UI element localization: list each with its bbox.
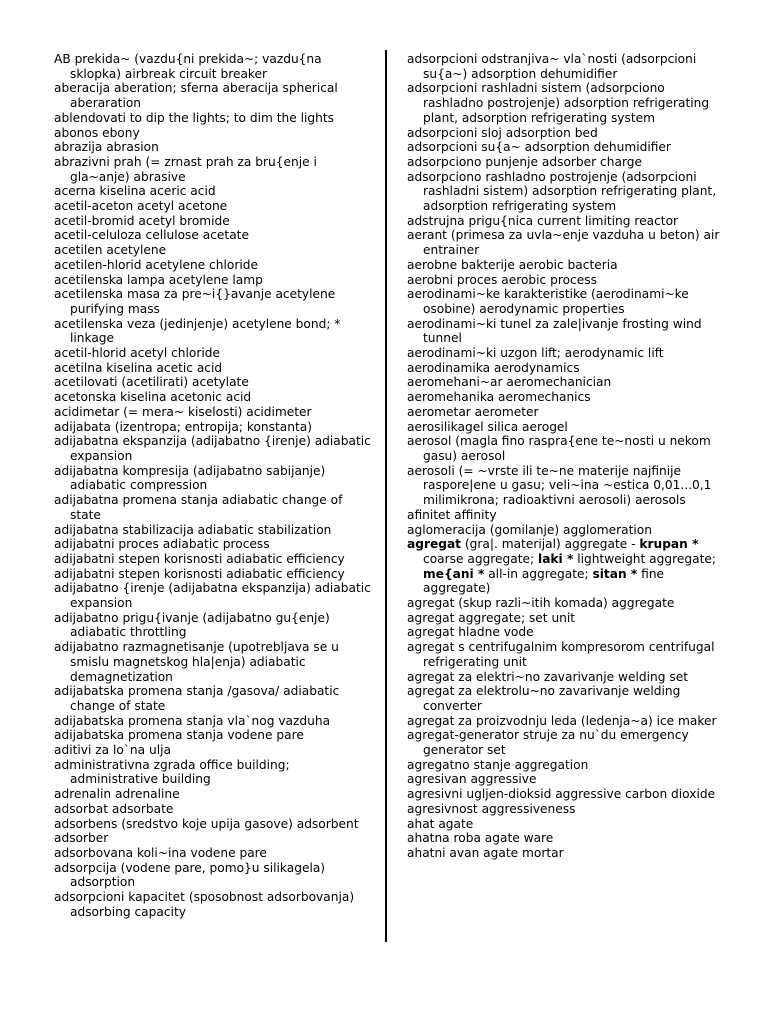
dictionary-entry: adijabatska promena stanja vodene pare	[54, 728, 304, 743]
dictionary-entry: agresivni ugljen-dioksid aggressive carbon dioxide	[407, 787, 716, 802]
dictionary-entry: aeromehanika aeromechanics	[407, 390, 591, 405]
dictionary-entry: acidimetar (= mera~ kiselosti) acidimeter	[54, 404, 312, 419]
dictionary-entry: adijabatna kompresija (adijabatno sabijanje) adiabatic compression	[54, 463, 326, 493]
dictionary-entry: adsorpcioni kapacitet (sposobnost adsorbovanja) adsorbing capacity	[54, 890, 355, 919]
dictionary-entry: adsorpciono rashladno postrojenje (adsorpcioni rashladni sistem) adsorption refrigerating plant, adsorption refrigerating system	[407, 169, 717, 214]
dictionary-entry: agregat (skup razli~itih komada) aggregate	[407, 596, 675, 611]
dictionary-entry: acetilenska lampa acetylene lamp	[54, 272, 263, 287]
entry-text: all-in aggregate;	[484, 566, 593, 581]
dictionary-entry: aerobne bakterije aerobic bacteria	[407, 257, 618, 272]
dictionary-entry: adijabatno prigu{ivanje (adijabatno gu{enje) adiabatic throttling	[54, 610, 330, 640]
dictionary-entry: abonos ebony	[54, 125, 140, 140]
dictionary-entry: aerodinamika aerodynamics	[407, 360, 580, 375]
dictionary-entry: acetilovati (acetilirati) acetylate	[54, 375, 249, 390]
dictionary-entry: acetil-celuloza cellulose acetate	[54, 228, 249, 243]
dictionary-entry: aerometar aerometer	[407, 404, 539, 419]
dictionary-entry: acetil-aceton acetyl acetone	[54, 199, 228, 214]
dictionary-entry: adsorpcioni odstranjiva~ vla`nosti (adsorpcioni su{a~) adsorption dehumidifier	[407, 52, 697, 81]
dictionary-entry: adijabatni proces adiabatic process	[54, 537, 270, 552]
dictionary-entry: aerodinami~ki tunel za zale|ivanje frosting wind tunnel	[407, 316, 702, 346]
dictionary-entry: adijabatna promena stanja adiabatic change of state	[54, 493, 343, 522]
dictionary-entry: ahatni avan agate mortar	[407, 845, 564, 860]
dictionary-entry: acetilna kiselina acetic acid	[54, 360, 223, 375]
dictionary-entry: agregatno stanje aggregation	[407, 757, 589, 772]
dictionary-entry: adijabatska promena stanja /gasova/ adiabatic change of state	[54, 684, 340, 713]
dictionary-entry: acetil-bromid acetyl bromide	[54, 213, 230, 228]
entry-subterm: laki *	[538, 551, 574, 566]
entry-text: lightweight aggregate;	[573, 551, 716, 566]
dictionary-entry: agregat hladne vode	[407, 625, 534, 640]
dictionary-entry: adsorpcioni rashladni sistem (adsorpciono rashladno postrojenje) adsorption refrigerating plant, adsorption refrigerating system	[407, 81, 710, 125]
dictionary-entry: acetilenska veza (jedinjenje) acetylene bond; * linkage	[54, 316, 341, 346]
dictionary-entry: adijabatna ekspanzija (adijabatno {irenje) adiabatic expansion	[54, 434, 371, 463]
dictionary-entry: aerodinami~ke karakteristike (aerodinami~ke osobine) aerodynamic properties	[407, 287, 689, 316]
dictionary-entry: adsorber	[54, 831, 109, 846]
dictionary-entry: afinitet affinity	[407, 507, 497, 522]
dictionary-entry: aditivi za lo`na ulja	[54, 743, 171, 758]
dictionary-entry	[407, 537, 725, 596]
dictionary-entry: agregat s centrifugalnim kompresorom centrifugal refrigerating unit	[407, 640, 715, 669]
dictionary-entry: aberacija aberation; sferna aberacija spherical aberaration	[54, 81, 338, 111]
dictionary-entry: adsorpcioni sloj adsorption bed	[407, 125, 598, 140]
dictionary-entry: AB prekida~ (vazdu{ni prekida~; vazdu{na sklopka) airbreak circuit breaker	[54, 52, 322, 81]
dictionary-entry: adijabatno razmagnetisanje (upotrebljava se u smislu magnetskog hla|enja) adiabatic demagnetization	[54, 640, 339, 684]
dictionary-entry: adrenalin adrenaline	[54, 787, 180, 802]
dictionary-entry: acetilen acetylene	[54, 243, 167, 258]
dictionary-entry: adsorbovana koli~ina vodene pare	[54, 845, 267, 860]
dictionary-entry: abrazivni prah (= zrnast prah za bru{enje i gla~anje) abrasive	[54, 154, 317, 184]
dictionary-entry: adsorpciono punjenje adsorber charge	[407, 154, 642, 169]
dictionary-entry: adijabatno {irenje (adijabatna ekspanzija) adiabatic expansion	[54, 581, 371, 611]
dictionary-entry: acetonska kiselina acetonic acid	[54, 390, 252, 405]
dictionary-entry: adijabatna stabilizacija adiabatic stabilization	[54, 522, 332, 537]
right-column	[407, 52, 725, 861]
dictionary-entry: aerosoli (= ~vrste ili te~ne materije najfinije raspore|ene u gasu; veli~ina ~estica 0,01...0,1 milimikrona; radioaktivni aerosoli) aerosols	[407, 463, 712, 508]
dictionary-entry: agregat za elektri~no zavarivanje welding set	[407, 669, 688, 684]
dictionary-entry: adijabatni stepen korisnosti adiabatic efficiency	[54, 566, 345, 581]
dictionary-entry: abrazija abrasion	[54, 140, 159, 155]
dictionary-entry: agregat za elektrolu~no zavarivanje welding converter	[407, 684, 681, 713]
dictionary-entry: aerodinami~ki uzgon lift; aerodynamic lift	[407, 346, 664, 361]
entry-headword: agregat	[407, 537, 461, 552]
dictionary-entry: aerobni proces aerobic process	[407, 272, 597, 287]
dictionary-entry: agregat-generator struje za nu`du emergency generator set	[407, 728, 689, 758]
dictionary-entry: aerant (primesa za uvla~enje vazduha u beton) air entrainer	[407, 228, 720, 258]
dictionary-entry: adsorpcija (vodene pare, pomo}u silikagela) adsorption	[54, 860, 326, 890]
dictionary-entry: aeromehani~ar aeromechanician	[407, 375, 612, 390]
dictionary-entry: adijabatni stepen korisnosti adiabatic efficiency	[54, 551, 345, 566]
dictionary-entry: acerna kiselina aceric acid	[54, 184, 216, 199]
entry-text: coarse aggregate;	[423, 551, 539, 566]
entry-text: (gra|. materijal) aggregate -	[461, 537, 640, 552]
dictionary-entry: acetilenska masa za pre~i{}avanje acetylene purifying mass	[54, 287, 336, 316]
dictionary-entry: agregat za proizvodnju leda (ledenja~a) ice maker	[407, 713, 717, 728]
dictionary-entry: adijabata (izentropa; entropija; konstanta)	[54, 419, 312, 434]
dictionary-entry: adijabatska promena stanja vla`nog vazduha	[54, 713, 331, 728]
dictionary-entry: aerosilikagel silica aerogel	[407, 419, 568, 434]
entry-subterm: me{ani *	[423, 566, 485, 581]
dictionary-entry: acetilen-hlorid acetylene chloride	[54, 257, 258, 272]
entry-subterm: krupan *	[639, 537, 699, 552]
dictionary-entry: agresivan aggressive	[407, 772, 537, 787]
entry-subterm: sitan *	[592, 566, 638, 581]
dictionary-entry: agregat aggregate; set unit	[407, 610, 576, 625]
dictionary-entry: adsorpcioni su{a~ adsorption dehumidifier	[407, 140, 671, 155]
dictionary-entry: adstrujna prigu{nica current limiting reactor	[407, 213, 679, 228]
dictionary-entry: ablendovati to dip the lights; to dim the lights	[54, 110, 334, 125]
dictionary-entry: aerosol (magla fino raspra{ene te~nosti u nekom gasu) aerosol	[407, 434, 711, 463]
dictionary-entry: adsorbat adsorbate	[54, 801, 174, 816]
dictionary-entry: administrativna zgrada office building; administrative building	[54, 757, 290, 787]
dictionary-entry: aglomeracija (gomilanje) agglomeration	[407, 522, 652, 537]
dictionary-entry: acetil-hlorid acetyl chloride	[54, 346, 221, 361]
dictionary-entry: ahatna roba agate ware	[407, 831, 554, 846]
dictionary-entry: agresivnost aggressiveness	[407, 801, 576, 816]
column-divider	[385, 50, 387, 942]
dictionary-entry: adsorbens (sredstvo koje upija gasove) adsorbent	[54, 816, 359, 831]
left-column	[54, 52, 372, 919]
entry-text: fine aggregate)	[423, 566, 665, 596]
dictionary-entry: ahat agate	[407, 816, 474, 831]
